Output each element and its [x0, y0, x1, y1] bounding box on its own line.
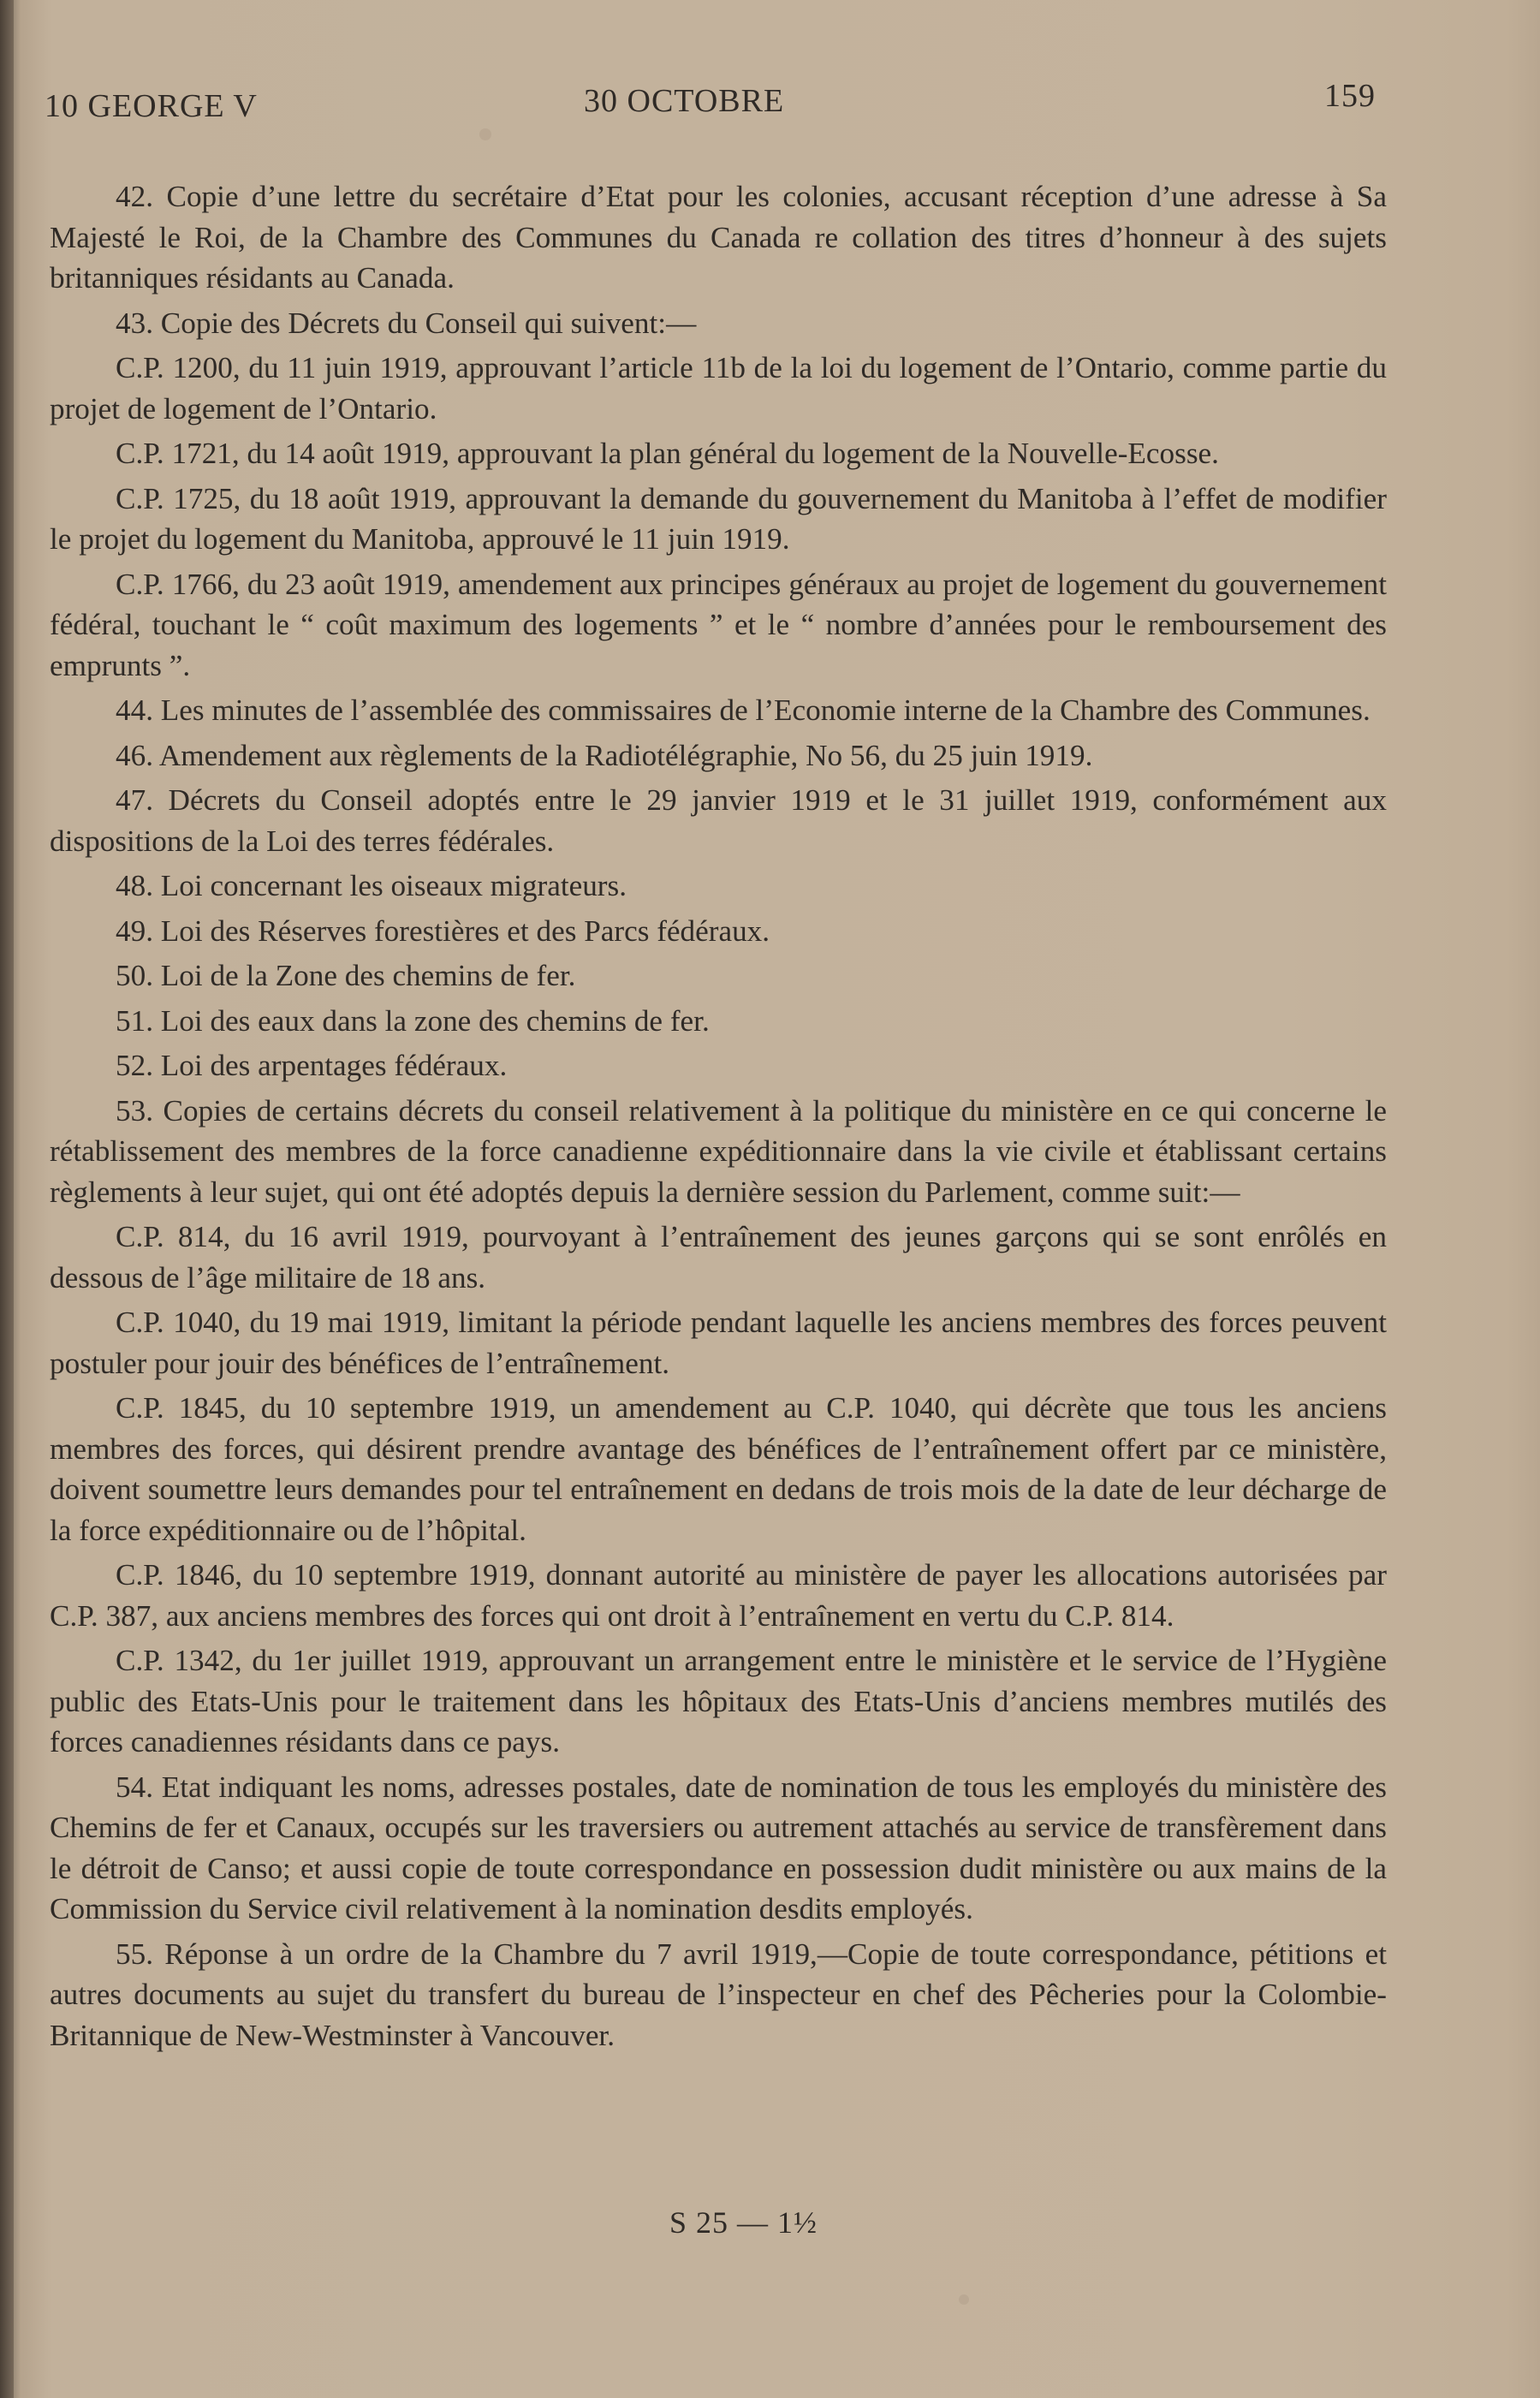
paragraph-42: 42. Copie d’une lettre du secrétaire d’Etat pour les colonies, accusant réception d’une adresse à Sa Majesté le Roi, de la Chambre des Communes du Canada re collation des titres d’honneur à des sujets britanniques résidants au Canada. — [50, 180, 1387, 295]
paper-stain — [959, 2294, 969, 2305]
order-cp-1200: C.P. 1200, du 11 juin 1919, approuvant l’article 11b de la loi du logement de l’Ontario, comme partie du projet de logement de l’Ontario. — [50, 351, 1387, 425]
paragraph-44: 44. Les minutes de l’assemblée des commissaires de l’Economie interne de la Chambre des Communes. — [116, 693, 1371, 727]
paragraph-51: 51. Loi des eaux dans la zone des chemins de fer. — [116, 1003, 710, 1038]
paragraph-54: 54. Etat indiquant les noms, adresses postales, date de nomination de tous les employés du ministère des Chemins de fer et Canaux, occupés sur les traversiers ou autrement attachés au service de transfèrement dans le détroit de Canso; et aussi copie de toute correspondance en possession dudit ministère ou aux mains de la Commission du Service civil relativement à la nomination desdits employés. — [50, 1770, 1387, 1925]
document-body — [50, 176, 1387, 2060]
header-date: 30 OCTOBRE — [584, 83, 785, 119]
paragraph-53: 53. Copies de certains décrets du conseil relativement à la politique du ministère en ce qui concerne le rétablissement des membres de la force canadienne expéditionnaire dans la vie civile et établissant certains règlements à leur sujet, qui ont été adoptés depuis la dernière session du Parlement, comme suit:— — [50, 1093, 1387, 1209]
order-cp-814: C.P. 814, du 16 avril 1919, pourvoyant à l’entraînement des jeunes garçons qui se sont enrôlés en dessous de l’âge militaire de 18 ans. — [50, 1220, 1387, 1294]
binding-edge — [0, 0, 14, 2398]
paragraph-48: 48. Loi concernant les oiseaux migrateurs. — [116, 869, 627, 902]
order-cp-1766: C.P. 1766, du 23 août 1919, amendement aux principes généraux au projet de logement du gouvernement fédéral, touchant le “ coût maximum des logements ” et le “ nombre d’années pour le remboursement des emprunts ”. — [50, 567, 1387, 682]
paragraph-55: 55. Réponse à un ordre de la Chambre du 7 avril 1919,—Copie de toute correspondance, pétitions et autres documents au sujet du transfert du bureau de l’inspecteur en chef des Pêcheries pour la Colombie-Britannique de New-Westminster à Vancouver. — [50, 1937, 1387, 2052]
order-cp-1342: C.P. 1342, du 1er juillet 1919, approuvant un arrangement entre le ministère et le service de l’Hygiène public des Etats-Unis pour le traitement dans les hôpitaux des Etats-Unis d’anciens membres mutilés des forces canadiennes résidants dans ce pays. — [50, 1644, 1387, 1758]
order-cp-1040: C.P. 1040, du 19 mai 1919, limitant la période pendant laquelle les anciens membres des forces peuvent postuler pour jouir des bénéfices de l’entraînement. — [50, 1306, 1387, 1380]
signature-mark: S 25 — 1½ — [669, 2205, 818, 2240]
paragraph-46: 46. Amendement aux règlements de la Radiotélégraphie, No 56, du 25 juin 1919. — [116, 738, 1093, 772]
paragraph-47: 47. Décrets du Conseil adoptés entre le 29 janvier 1919 et le 31 juillet 1919, conformément aux dispositions de la Loi des terres fédérales. — [50, 783, 1387, 858]
header-regnal-year: 10 GEORGE V — [45, 88, 258, 124]
running-header — [45, 78, 1380, 139]
page-number: 159 — [1324, 78, 1376, 114]
order-cp-1845: C.P. 1845, du 10 septembre 1919, un amendement au C.P. 1040, qui décrète que tous les anciens membres des forces, qui désirent prendre avantage des bénéfices de l’entraînement offert par ce ministère, doivent soumettre leurs demandes pour tel entraînement en dedans de trois mois de la date de leur décharge de la force expéditionnaire ou de l’hôpital. — [50, 1391, 1387, 1547]
paragraph-43: 43. Copie des Décrets du Conseil qui suivent:— — [116, 306, 697, 340]
order-cp-1846: C.P. 1846, du 10 septembre 1919, donnant autorité au ministère de payer les allocations autorisées par C.P. 387, aux anciens membres des forces qui ont droit à l’entraînement en vertu du C.P. 814. — [50, 1558, 1387, 1633]
paragraph-52: 52. Loi des arpentages fédéraux. — [116, 1049, 508, 1082]
order-cp-1725: C.P. 1725, du 18 août 1919, approuvant la demande du gouvernement du Manitoba à l’effet de modifier le projet du logement du Manitoba, approuvé le 11 juin 1919. — [50, 481, 1387, 556]
paragraph-50: 50. Loi de la Zone des chemins de fer. — [116, 959, 576, 992]
paragraph-49: 49. Loi des Réserves forestières et des Parcs fédéraux. — [116, 913, 770, 948]
order-cp-1721: C.P. 1721, du 14 août 1919, approuvant la plan général du logement de la Nouvelle-Ecosse. — [116, 437, 1219, 470]
